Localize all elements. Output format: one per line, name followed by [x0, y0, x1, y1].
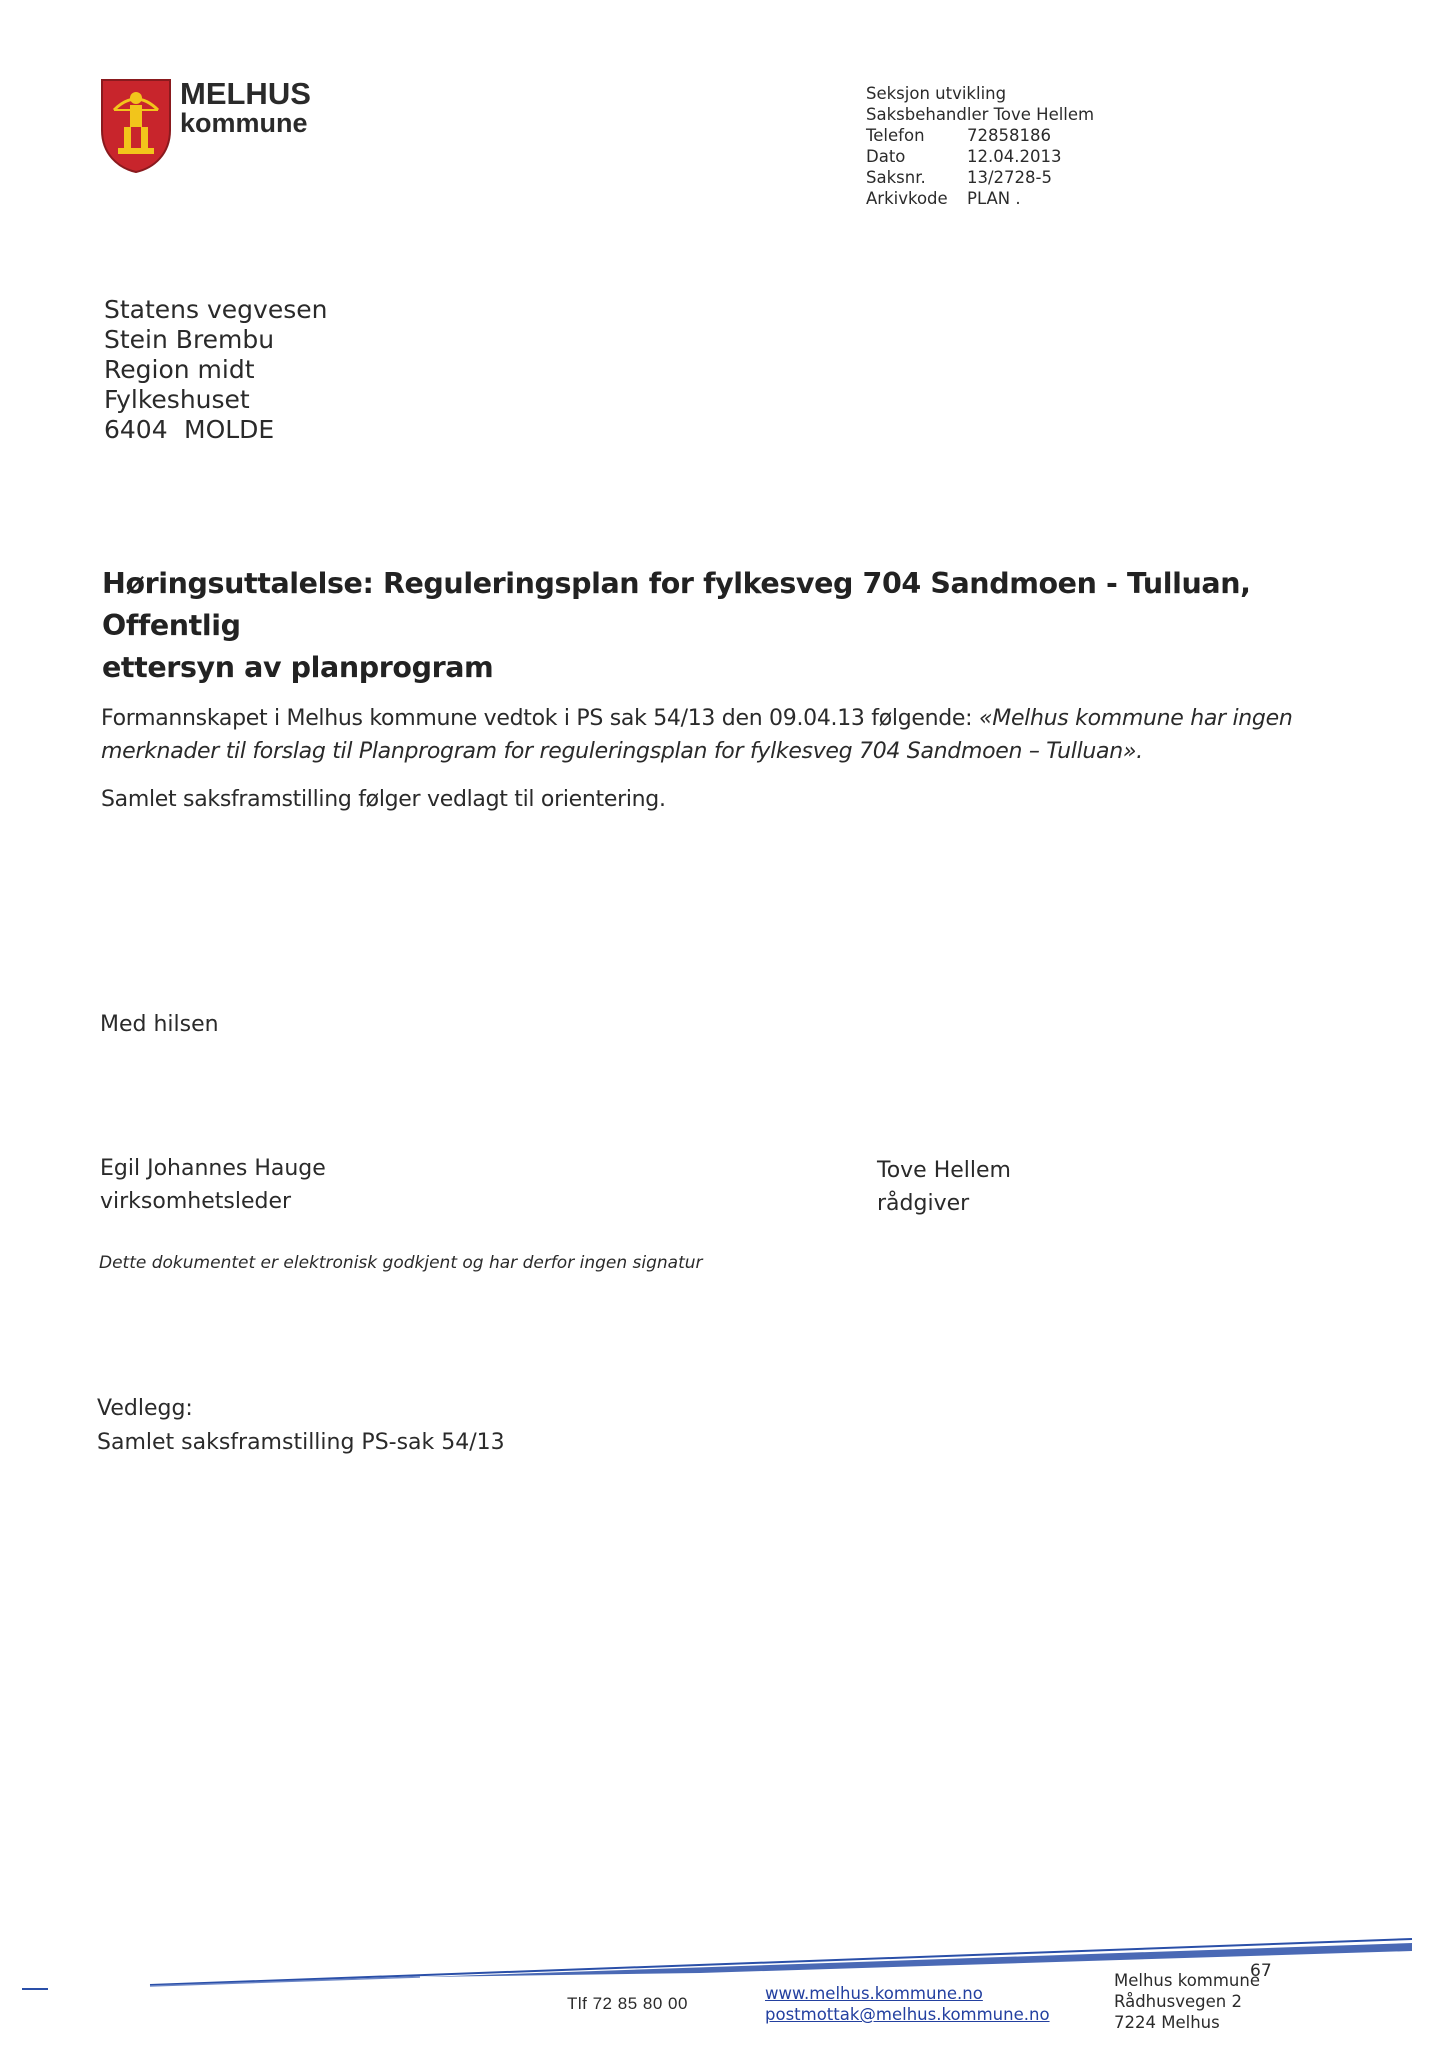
recipient-address: [104, 295, 327, 445]
case-info-value: 13/2728-5: [967, 168, 1052, 187]
footer-phone: Tlf 72 85 80 00: [567, 1994, 688, 2013]
recipient-postal-line: [104, 415, 327, 445]
decision-quote: «Melhus kommune har ingen merknader til forslag til Planprogram for reguleringsplan for fylkesveg 704 Sandmoen – Tulluan».: [101, 706, 1293, 764]
attachment-heading: Vedlegg:: [97, 1396, 193, 1421]
case-info-row: [866, 146, 1094, 167]
page-number: 67: [1250, 1961, 1272, 1981]
decision-intro: Formannskapet i Melhus kommune vedtok i PS sak 54/13 den 09.04.13 følgende:: [101, 706, 979, 731]
footer-links: [765, 1983, 1050, 2025]
case-info-label: Saksnr.: [866, 168, 926, 187]
decision-paragraph: [101, 702, 1361, 768]
title-line: Høringsuttalelse: Reguleringsplan for fylkesveg 704 Sandmoen - Tulluan, Offentlig: [102, 567, 1251, 642]
signer-name: Egil Johannes Hauge: [100, 1156, 326, 1181]
recipient-line: Region midt: [104, 355, 255, 384]
website-link[interactable]: www.melhus.kommune.no: [765, 1984, 983, 2003]
case-info-value: 72858186: [967, 126, 1051, 145]
attachment-notice: Samlet saksframstilling følger vedlagt til orientering.: [101, 787, 666, 812]
recipient-line: Stein Brembu: [104, 325, 275, 354]
email-link[interactable]: postmottak@melhus.kommune.no: [765, 2005, 1050, 2024]
case-info-label: Telefon: [866, 126, 925, 145]
melhus-logo: [100, 78, 340, 178]
logo-subtitle: kommune: [180, 108, 308, 138]
postal-code: 6404: [104, 415, 168, 444]
case-info-value: PLAN .: [967, 189, 1021, 208]
coat-of-arms-icon: [100, 78, 172, 174]
case-info-label: Arkivkode: [866, 189, 948, 208]
address-line: Melhus kommune: [1114, 1971, 1261, 1990]
address-line: 7224 Melhus: [1114, 2013, 1220, 2032]
case-info-row: [866, 104, 1094, 125]
case-info-row: [866, 125, 1094, 146]
address-line: Rådhusvegen 2: [1114, 1992, 1242, 2011]
logo-name: MELHUS: [180, 76, 311, 111]
case-info-label: Saksbehandler Tove Hellem: [866, 105, 1095, 124]
greeting: Med hilsen: [100, 1012, 219, 1037]
letter-title: [102, 563, 1342, 689]
attachment-item: Samlet saksframstilling PS-sak 54/13: [97, 1430, 505, 1455]
footer-address: [1114, 1970, 1260, 2033]
attachments: [97, 1392, 505, 1460]
signer-name: Tove Hellem: [877, 1158, 1011, 1183]
case-info-row: [866, 83, 1094, 104]
recipient-line: Fylkeshuset: [104, 385, 250, 414]
signer-title: virksomhetsleder: [100, 1189, 292, 1214]
signer-left: [100, 1152, 326, 1218]
case-info-row: [866, 188, 1094, 209]
electronic-approval-note: Dette dokumentet er elektronisk godkjent og har derfor ingen signatur: [99, 1253, 703, 1273]
case-info-row: [866, 167, 1094, 188]
postal-city: MOLDE: [184, 415, 275, 444]
case-info: [866, 83, 1094, 209]
case-info-label: Seksjon utvikling: [866, 84, 1007, 103]
signer-title: rådgiver: [877, 1191, 970, 1216]
case-info-label: Dato: [866, 147, 906, 166]
signer-right: [877, 1154, 1011, 1220]
case-info-value: 12.04.2013: [967, 147, 1062, 166]
title-line: ettersyn av planprogram: [102, 651, 494, 684]
recipient-line: Statens vegvesen: [104, 295, 328, 324]
